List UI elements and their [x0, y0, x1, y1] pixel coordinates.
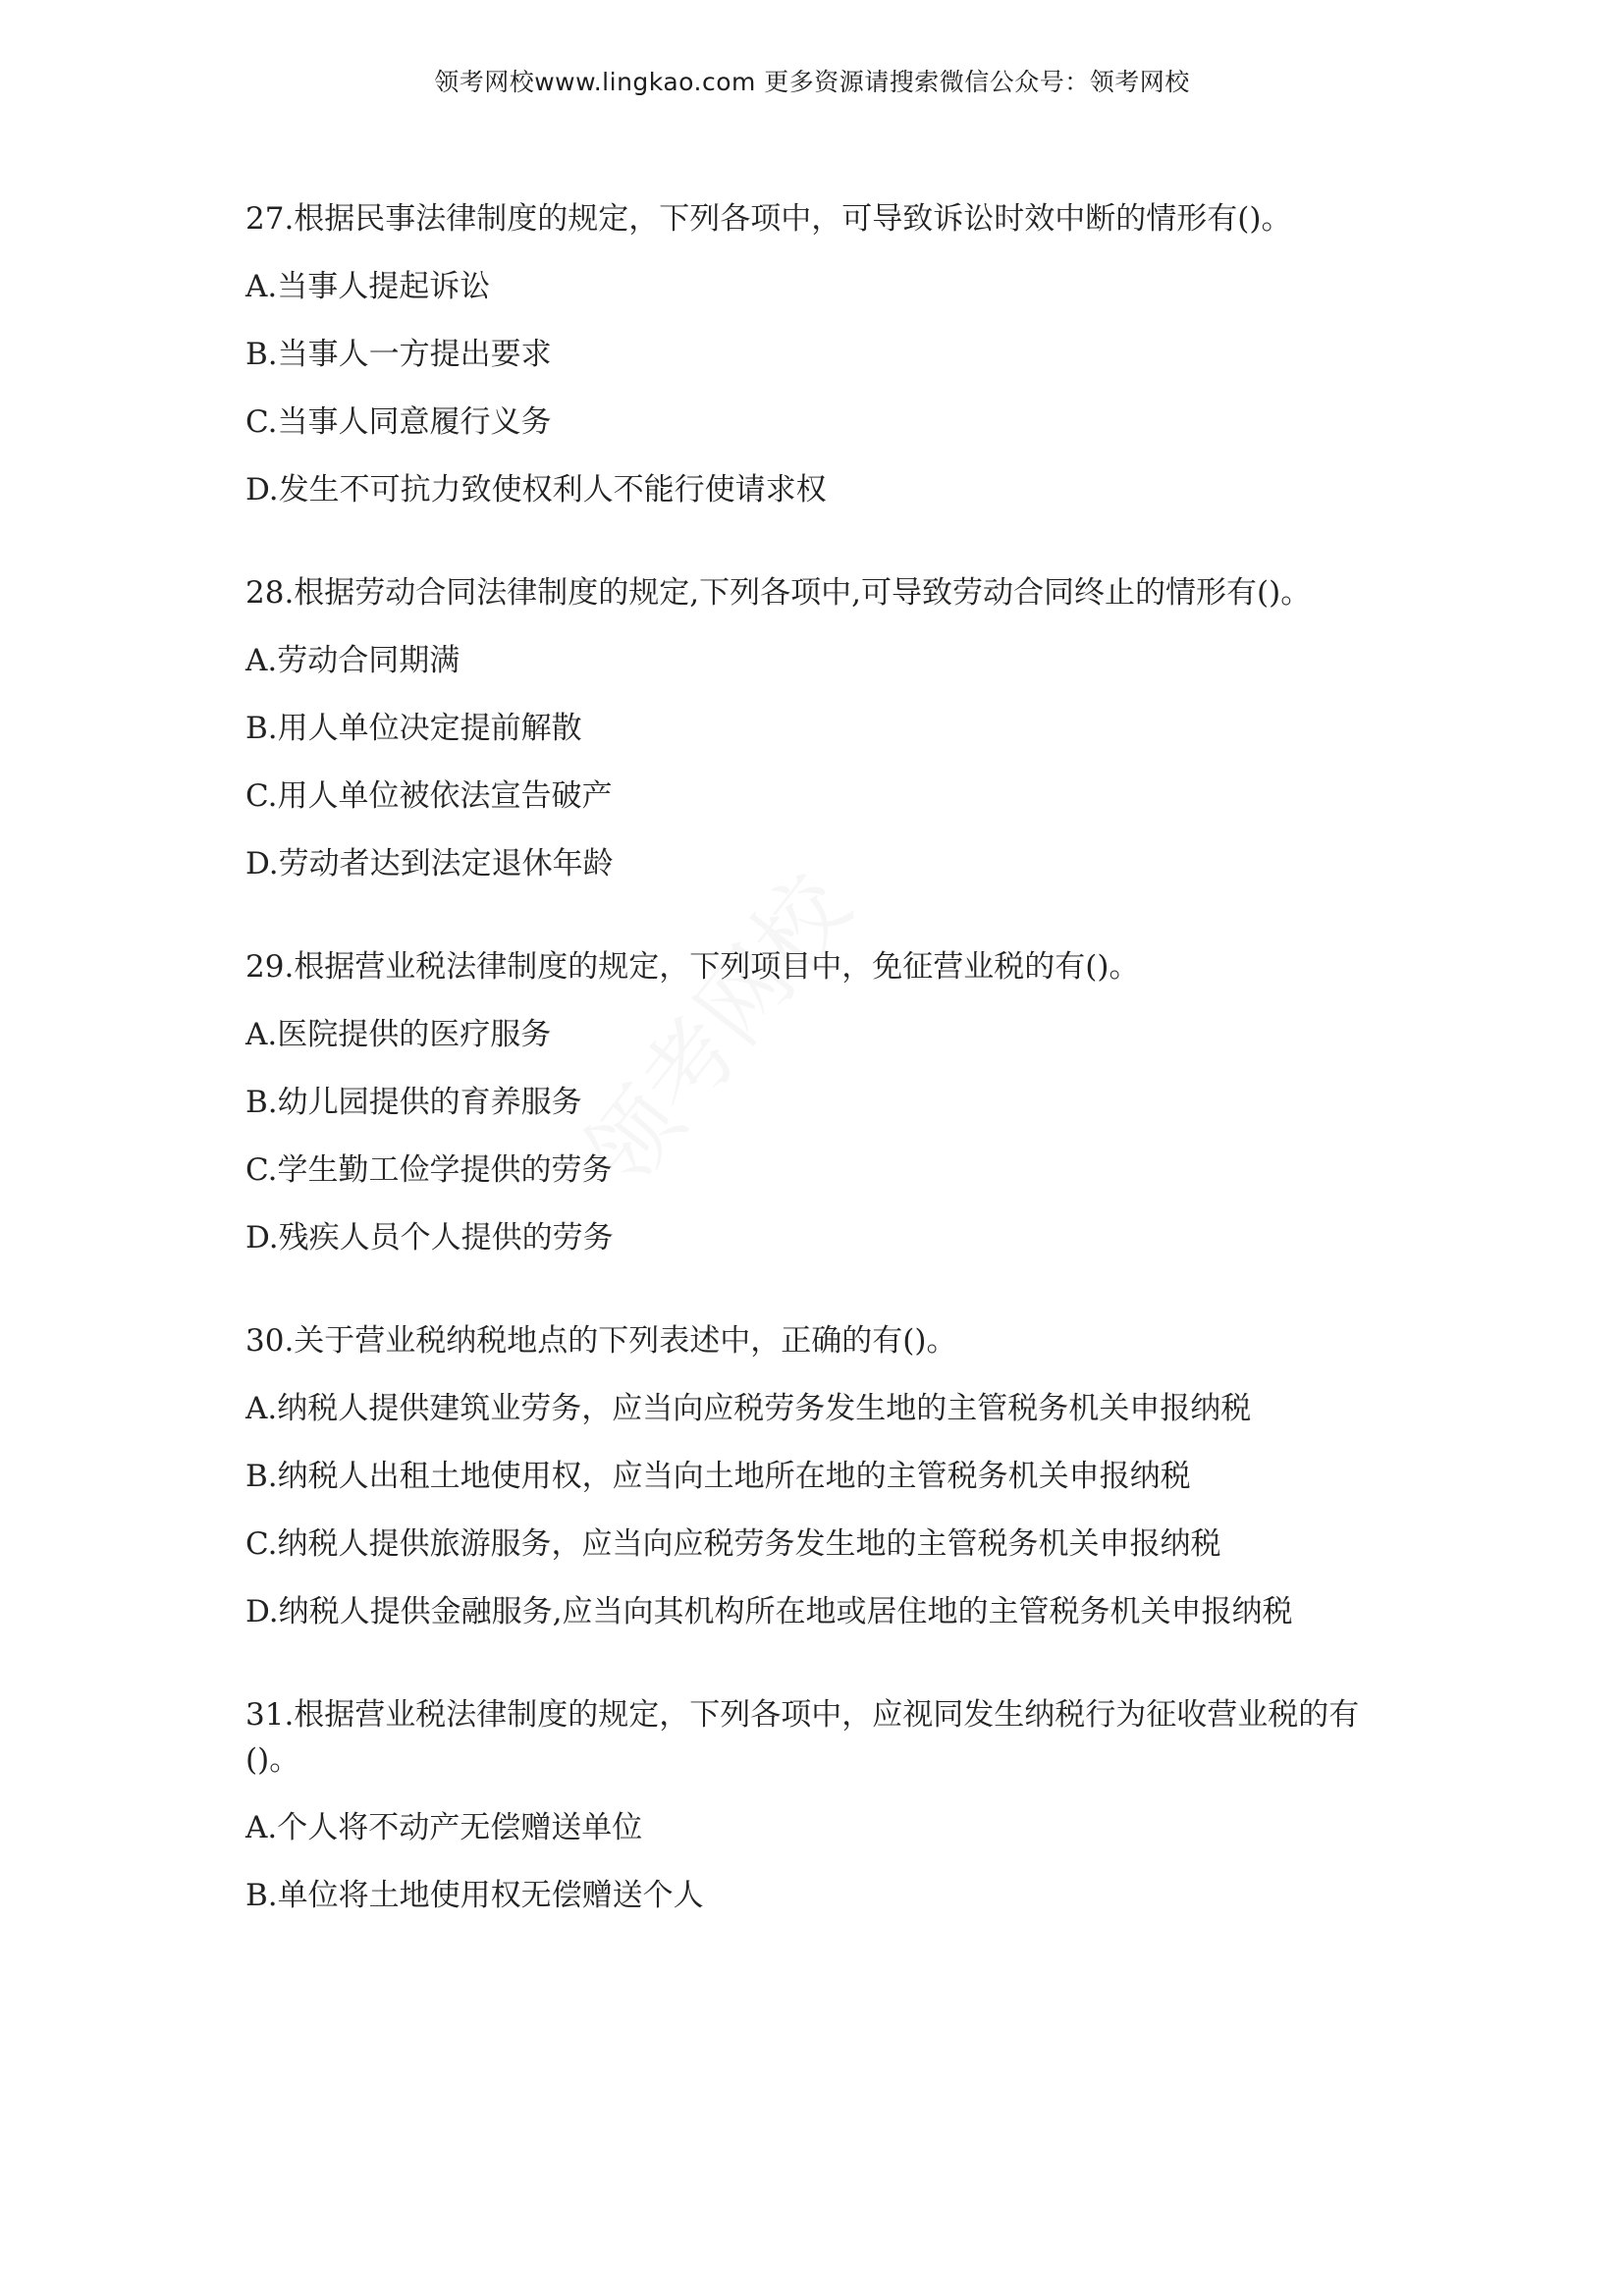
option-d: D.纳税人提供金融服务,应当向其机构所在地或居住地的主管税务机关申报纳税 — [245, 1594, 1293, 1629]
option-c: C.用人单位被依法宣告破产 — [245, 778, 613, 814]
option-a: A.医院提供的医疗服务 — [245, 1017, 552, 1052]
question-stem: 27.根据民事法律制度的规定，下列各项中，可导致诉讼时效中断的情形有()。 — [245, 201, 1292, 237]
question-stem: 28.根据劳动合同法律制度的规定,下列各项中,可导致劳动合同终止的情形有()。 — [245, 575, 1312, 611]
option-c: C.学生勤工俭学提供的劳务 — [245, 1152, 613, 1188]
question-27 — [245, 196, 1404, 512]
question-28 — [245, 570, 1404, 886]
question-29 — [245, 944, 1404, 1260]
option-d: D.发生不可抗力致使权利人不能行使请求权 — [245, 472, 827, 507]
option-d: D.劳动者达到法定退休年龄 — [245, 846, 614, 881]
option-b: B.幼儿园提供的育养服务 — [245, 1085, 582, 1120]
option-a: A.纳税人提供建筑业劳务，应当向应税劳务发生地的主管税务机关申报纳税 — [245, 1391, 1252, 1426]
question-31 — [245, 1692, 1404, 1918]
option-a: A.个人将不动产无偿赠送单位 — [245, 1810, 643, 1845]
option-b: B.单位将土地使用权无偿赠送个人 — [245, 1878, 704, 1913]
option-b: B.纳税人出租土地使用权，应当向土地所在地的主管税务机关申报纳税 — [245, 1459, 1191, 1494]
question-stem: 29.根据营业税法律制度的规定，下列项目中，免征营业税的有()。 — [245, 949, 1140, 985]
page-header: 领考网校www.lingkao.com 更多资源请搜索微信公众号：领考网校 — [434, 68, 1190, 96]
question-list — [245, 196, 1404, 1976]
option-b: B.当事人一方提出要求 — [245, 337, 552, 372]
option-a: A.当事人提起诉讼 — [245, 269, 491, 304]
option-a: A.劳动合同期满 — [245, 643, 460, 678]
question-stem: 31.根据营业税法律制度的规定，下列各项中，应视同发生纳税行为征收营业税的有()。 — [245, 1697, 1360, 1778]
option-c: C.纳税人提供旅游服务，应当向应税劳务发生地的主管税务机关申报纳税 — [245, 1526, 1221, 1562]
option-c: C.当事人同意履行义务 — [245, 404, 552, 440]
option-d: D.残疾人员个人提供的劳务 — [245, 1220, 614, 1255]
question-30 — [245, 1318, 1404, 1634]
option-b: B.用人单位决定提前解散 — [245, 711, 582, 746]
question-stem: 30.关于营业税纳税地点的下列表述中，正确的有()。 — [245, 1323, 957, 1359]
